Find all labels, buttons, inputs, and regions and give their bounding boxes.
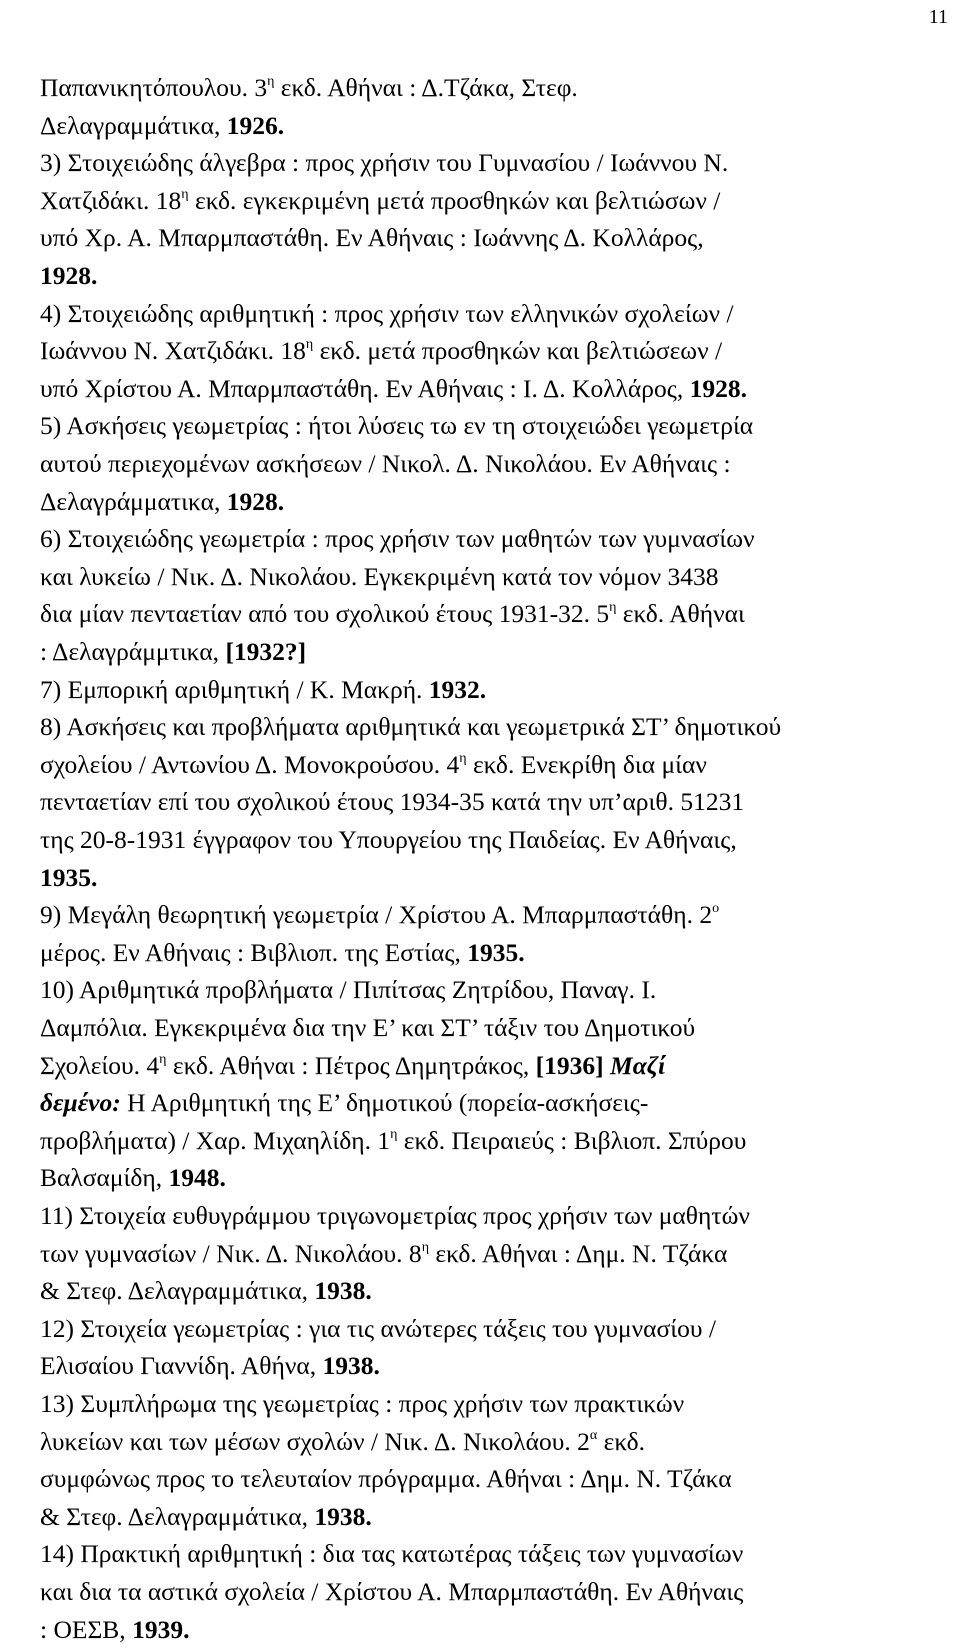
- text-line: [40, 634, 306, 670]
- text-line: [40, 1048, 665, 1089]
- text-line: [40, 559, 719, 595]
- text-line: [40, 484, 284, 520]
- text-run: 4) Στοιχειώδης αριθμητική : προς χρήσιν των ελληνικών σχολείων /: [40, 299, 734, 328]
- text-line: [40, 709, 781, 745]
- text-run: & Στεφ. Δελαγραμμάτικα,: [40, 1276, 315, 1305]
- text-line: [40, 1461, 732, 1497]
- text-line: [40, 446, 731, 482]
- text-run: εκδ. Αθήναι : Πέτρος Δημητράκος,: [166, 1051, 536, 1080]
- text-line: [40, 1273, 372, 1309]
- emphasis-text: 1948.: [168, 1163, 226, 1192]
- text-run: 10) Αριθμητικά προβλήματα / Πιπίτσας Ζητρίδου, Παναγ. Ι.: [40, 975, 657, 1004]
- emphasis-text: 1926.: [226, 111, 285, 140]
- text-run: 14) Πρακτική αριθμητική : δια τας κατωτέρας τάξεις των γυμνασίων: [40, 1539, 744, 1568]
- text-run: Χατζιδάκι. 18: [40, 186, 182, 215]
- text-run: 6) Στοιχειώδης γεωμετρία : προς χρήσιν των μαθητών των γυμνασίων: [40, 524, 755, 553]
- superscript: η: [390, 1127, 398, 1142]
- superscript: η: [305, 337, 314, 352]
- text-run: : Δελαγράμμτικα,: [40, 637, 226, 666]
- text-line: [40, 183, 720, 224]
- text-run: εκδ. Αθήναι : Δημ. Ν. Τζάκα: [429, 1239, 728, 1268]
- text-line: [40, 70, 578, 111]
- text-line: [40, 1160, 226, 1196]
- text-run: : ΟΕΣΒ,: [40, 1615, 133, 1644]
- text-run: εκδ. Αθήναι : Δ.Τζάκα, Στεφ.: [274, 73, 578, 102]
- text-run: Σχολείου. 4: [40, 1051, 160, 1080]
- text-run: Δελαγράμματικα,: [40, 487, 227, 516]
- text-run: 7) Εμπορική αριθμητική / Κ. Μακρή.: [40, 675, 429, 704]
- text-run: 8) Ασκήσεις και προβλήματα αριθμητικά και γεωμετρικά ΣΤ’ δημοτικού: [40, 712, 782, 741]
- text-run: εκδ. Αθήναι: [616, 599, 745, 628]
- text-run: εκδ. εγκεκριμένη μετά προσθηκών και βελτιώσων /: [188, 186, 721, 215]
- text-run: Δαμπόλια. Εγκεκριμένα δια την Ε’ και ΣΤ’ τάξιν του Δημοτικού: [40, 1013, 696, 1042]
- text-line: [40, 596, 745, 637]
- text-run: Ελισαίου Γιαννίδη. Αθήνα,: [40, 1351, 323, 1380]
- emphasis-text: 1935.: [40, 863, 98, 892]
- text-line: [40, 296, 734, 332]
- superscript: η: [609, 600, 617, 615]
- emphasis-text: 1938.: [314, 1502, 372, 1531]
- superscript: η: [181, 187, 189, 202]
- text-run: 5) Ασκήσεις γεωμετρίας : ήτοι λύσεις τω εν τη στοιχειώδει γεωμετρία: [40, 411, 754, 440]
- text-line: [40, 1536, 743, 1572]
- text-line: [40, 1424, 645, 1465]
- text-line: [40, 408, 753, 444]
- text-run: εκδ. μετά προσθηκών και βελτιώσεων /: [313, 336, 723, 365]
- text-line: [40, 935, 525, 971]
- text-run: & Στεφ. Δελαγραμμάτικα,: [40, 1502, 315, 1531]
- text-line: [40, 1348, 380, 1384]
- text-line: [40, 972, 656, 1008]
- text-run: Ιωάννου Ν. Χατζιδάκι. 18: [40, 336, 306, 365]
- page-number: 11: [928, 6, 948, 28]
- emphasis-text: 1938.: [314, 1276, 372, 1305]
- text-run: Βαλσαμίδη,: [40, 1163, 169, 1192]
- text-line: [40, 860, 97, 896]
- text-run: εκδ.: [597, 1427, 646, 1456]
- text-run: συμφώνως προς το τελευταίον πρόγραμμα. Αθήναι : Δημ. Ν. Τζάκα: [40, 1464, 732, 1493]
- text-run: υπό Χρίστου Α. Μπαρμπαστάθη. Εν Αθήναις : Ι. Δ. Κολλάρος,: [40, 374, 690, 403]
- text-run: λυκείων και των μέσων σχολών / Νικ. Δ. Νικολάου. 2: [40, 1427, 590, 1456]
- text-line: [40, 1123, 746, 1164]
- emphasis-text: 1928.: [689, 374, 747, 403]
- emphasis-text: Μαζί: [610, 1051, 666, 1080]
- text-line: [40, 108, 284, 144]
- emphasis-text: δεμένο:: [40, 1088, 121, 1117]
- superscript: η: [459, 751, 467, 766]
- superscript: η: [421, 1240, 430, 1255]
- text-run: και λυκείω / Νικ. Δ. Νικολάου. Εγκεκριμένη κατά τον νόμον 3438: [40, 562, 719, 591]
- emphasis-text: [1936]: [535, 1051, 604, 1080]
- text-run: Παπανικητόπουλου. 3: [40, 73, 268, 102]
- text-run: της 20-8-1931 έγγραφον του Υπουργείου της Παιδείας. Εν Αθήναις,: [40, 825, 737, 854]
- text-line: [40, 1236, 727, 1277]
- text-run: εκδ. Ενεκρίθη δια μίαν: [466, 750, 707, 779]
- text-run: σχολείου / Αντωνίου Δ. Μονοκρούσου. 4: [40, 750, 460, 779]
- text-line: [40, 258, 97, 294]
- text-line: [40, 1311, 716, 1347]
- text-run: 3) Στοιχειώδης άλγεβρα : προς χρήσιν του Γυμνασίου / Ιωάννου Ν.: [40, 148, 729, 177]
- text-line: [40, 784, 744, 820]
- emphasis-text: [1932?]: [225, 637, 307, 666]
- text-run: Η Αριθμητική της Ε’ δημοτικού (πορεία-ασκήσεις-: [120, 1088, 649, 1117]
- text-run: εκδ. Πειραιεύς : Βιβλιοπ. Σπύρου: [397, 1126, 747, 1155]
- text-run: 13) Συμπλήρωμα της γεωμετρίας : προς χρήσιν των πρακτικών: [40, 1389, 685, 1418]
- text-line: [40, 1612, 189, 1648]
- text-run: αυτού περιεχομένων ασκήσεων / Νικολ. Δ. Νικολάου. Εν Αθήναις :: [40, 449, 731, 478]
- emphasis-text: 1939.: [132, 1615, 190, 1644]
- text-line: [40, 747, 707, 788]
- emphasis-text: 1928.: [226, 487, 285, 516]
- text-run: δια μίαν πενταετίαν από του σχολικού έτους 1931-32. 5: [40, 599, 610, 628]
- text-run: υπό Χρ. Α. Μπαρμπαστάθη. Εν Αθήναις : Ιωάννης Δ. Κολλάρος,: [40, 223, 704, 252]
- text-run: προβλήματα) / Χαρ. Μιχαηλίδη. 1: [40, 1126, 391, 1155]
- text-line: [40, 822, 737, 858]
- text-run: 11) Στοιχεία ευθυγράμμου τριγωνομετρίας προς χρήσιν των μαθητών: [40, 1201, 750, 1230]
- emphasis-text: 1938.: [322, 1351, 380, 1380]
- emphasis-text: 1932.: [428, 675, 487, 704]
- text-line: [40, 371, 747, 407]
- text-run: Δελαγραμμάτικα,: [40, 111, 227, 140]
- text-line: [40, 1010, 695, 1046]
- text-line: [40, 333, 722, 374]
- superscript: ο: [712, 901, 720, 916]
- text-run: πενταετίαν επί του σχολικού έτους 1934-35 κατά την υπ’αριθ. 51231: [40, 787, 745, 816]
- superscript: η: [267, 74, 275, 89]
- emphasis-text: 1928.: [40, 261, 98, 290]
- text-line: [40, 220, 704, 256]
- text-line: [40, 1386, 684, 1422]
- text-line: [40, 1499, 372, 1535]
- text-line: [40, 1085, 648, 1121]
- text-run: των γυμνασίων / Νικ. Δ. Νικολάου. 8: [40, 1239, 422, 1268]
- text-line: [40, 897, 719, 938]
- superscript: η: [159, 1052, 167, 1067]
- text-line: [40, 1574, 743, 1610]
- text-line: [40, 521, 755, 557]
- text-line: [40, 145, 728, 181]
- text-run: και δια τα αστικά σχολεία / Χρίστου Α. Μπαρμπαστάθη. Εν Αθήναις: [40, 1577, 744, 1606]
- text-line: [40, 1198, 750, 1234]
- superscript: α: [589, 1428, 598, 1443]
- text-line: [40, 672, 486, 708]
- text-run: μέρος. Εν Αθήναις : Βιβλιοπ. της Εστίας,: [40, 938, 468, 967]
- text-run: 12) Στοιχεία γεωμετρίας : για τις ανώτερες τάξεις του γυμνασίου /: [40, 1314, 716, 1343]
- text-run: 9) Μεγάλη θεωρητική γεωμετρία / Χρίστου Α. Μπαρμπαστάθη. 2: [40, 900, 713, 929]
- emphasis-text: 1935.: [467, 938, 525, 967]
